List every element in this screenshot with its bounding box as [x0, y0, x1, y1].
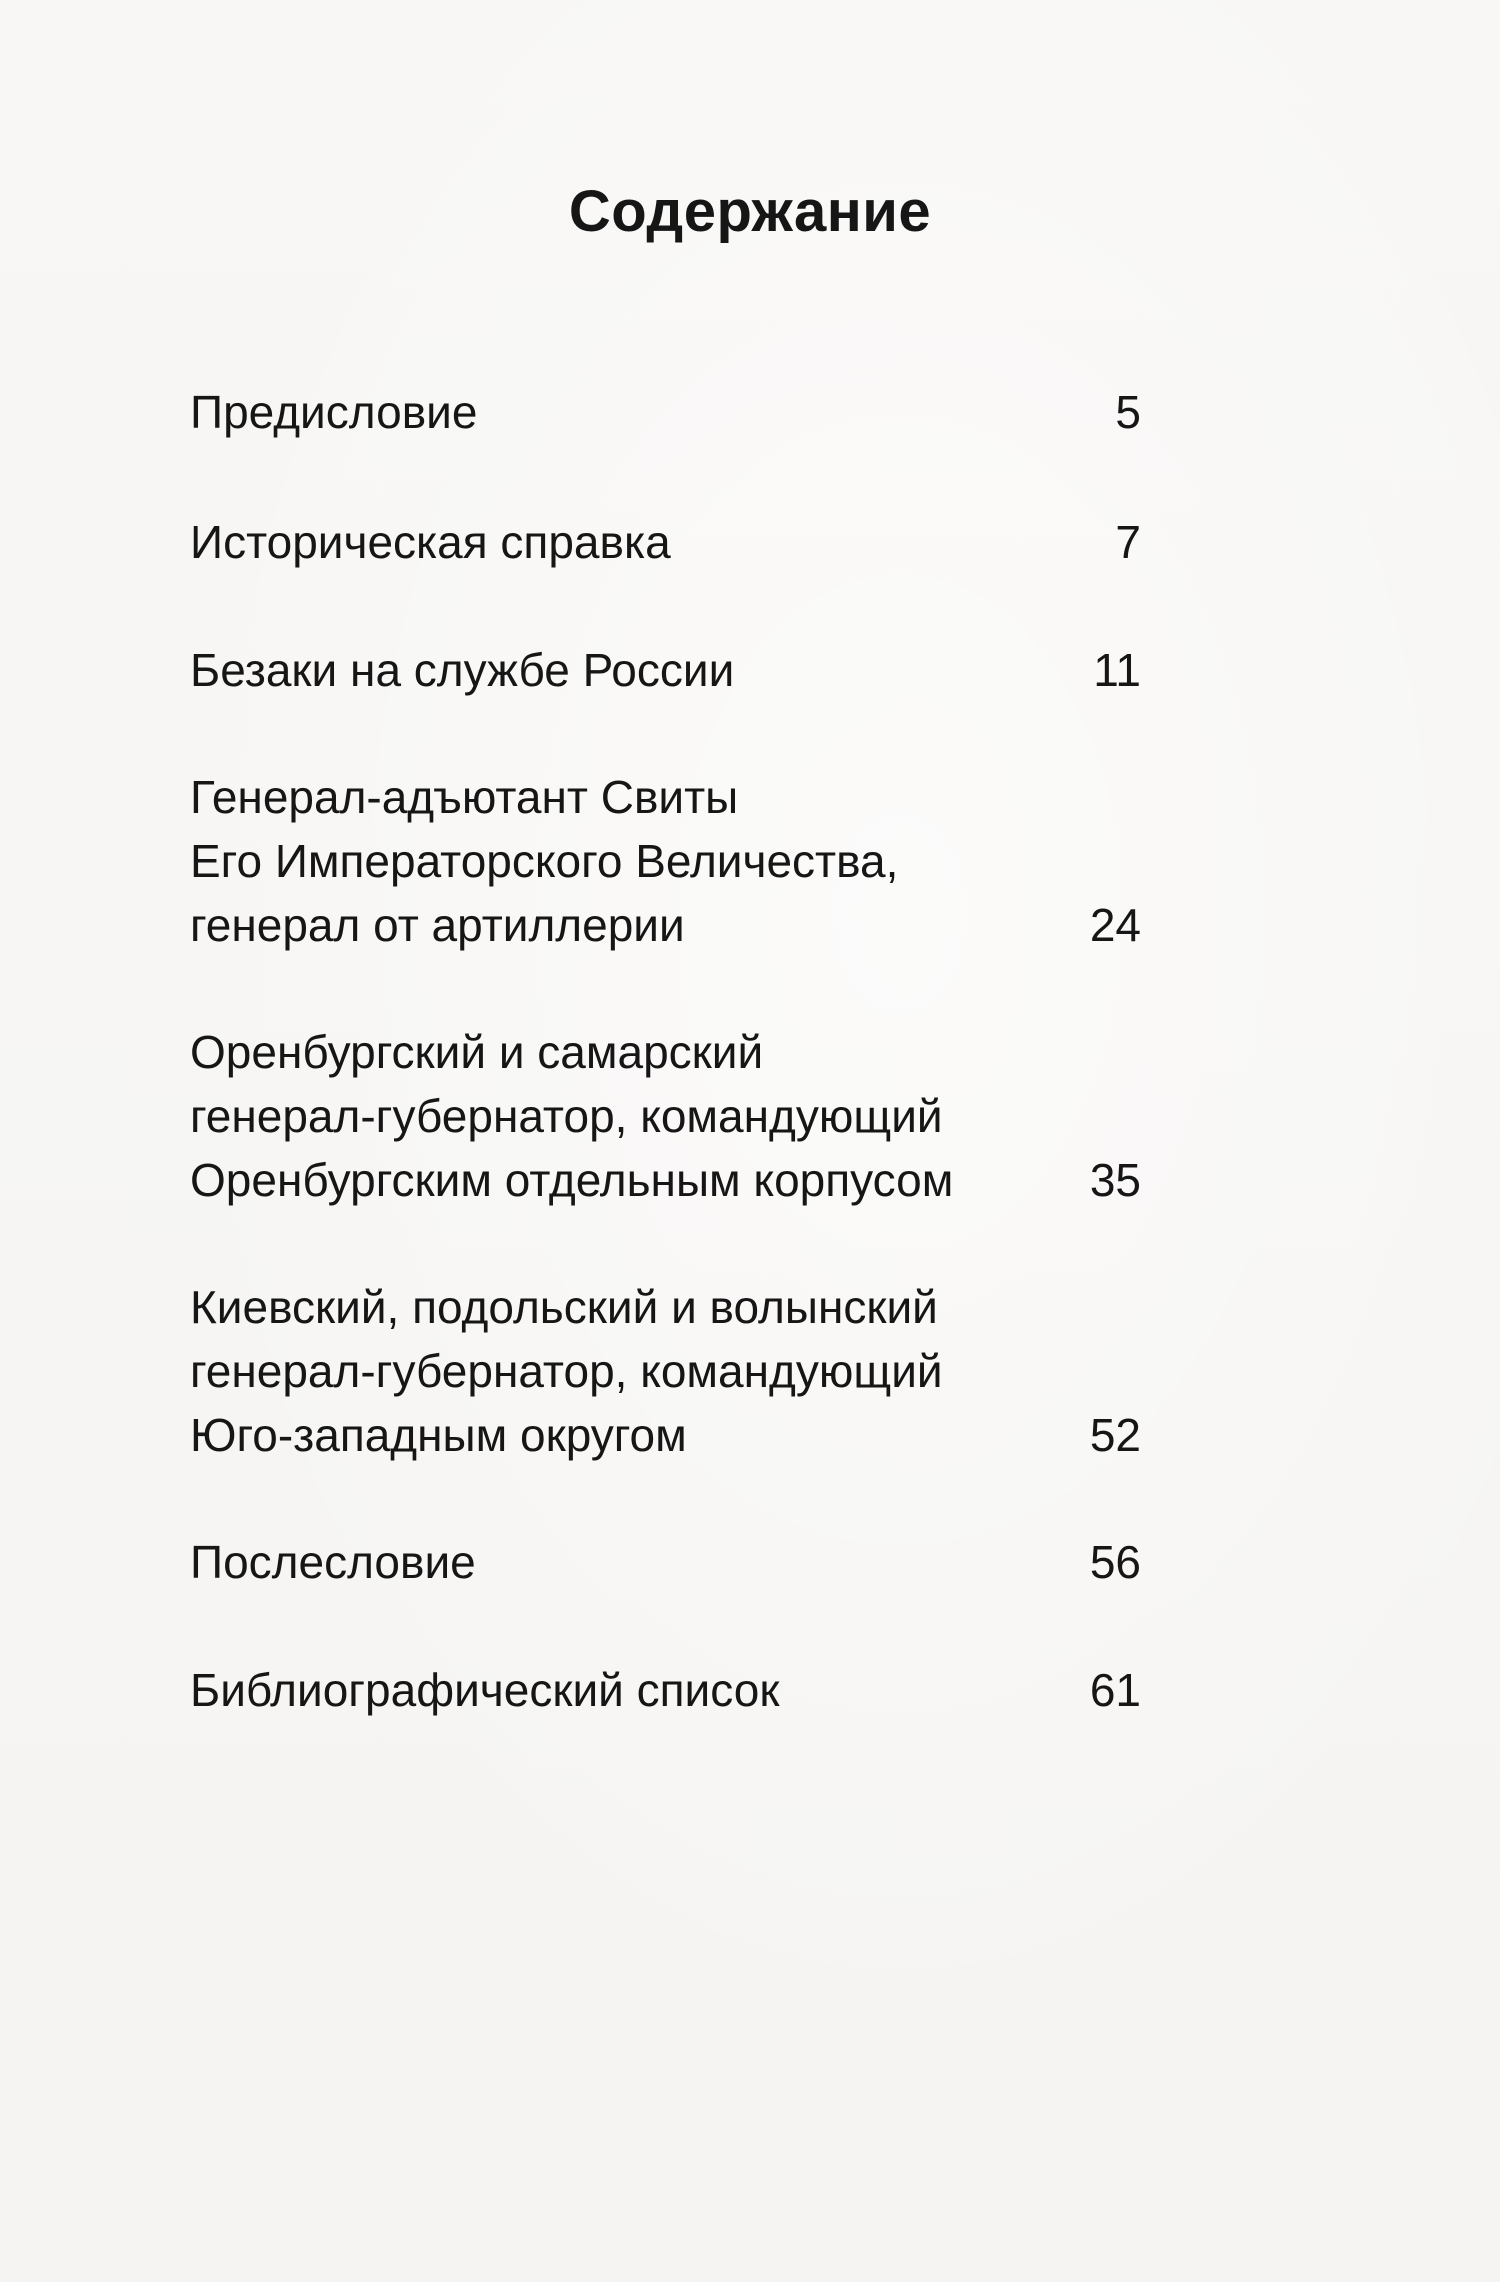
toc-entry — [190, 1275, 1150, 1467]
toc-entry — [190, 765, 1150, 957]
toc-entry-label: Оренбургский и самарский генерал-губернатор, командующий Оренбургским отдельным корпусом — [190, 1026, 954, 1206]
toc-entry-page: 61 — [1089, 1664, 1141, 1716]
toc-entry-page: 35 — [1089, 1154, 1141, 1206]
toc-entry-label: Историческая справка — [190, 516, 671, 568]
toc-entry — [190, 1530, 1150, 1594]
toc-entry — [190, 1020, 1150, 1212]
toc-entry — [190, 638, 1150, 702]
toc-entry-page: 7 — [1115, 516, 1141, 568]
toc-entry — [190, 510, 1150, 574]
toc-entry-label: Предисловие — [190, 386, 478, 438]
toc-entry-page: 52 — [1089, 1409, 1141, 1461]
toc-entry-page: 24 — [1089, 899, 1141, 951]
show-through-background — [82, 178, 1262, 818]
toc-entry-label: Послесловие — [190, 1536, 476, 1588]
toc-entry-page: 11 — [1093, 644, 1141, 696]
toc-entry-label: Безаки на службе России — [190, 644, 735, 696]
toc-entry-label: Генерал-адъютант Свиты Его Императорского Величества, генерал от артиллерии — [190, 771, 899, 951]
toc-entry-page: 56 — [1089, 1536, 1141, 1588]
toc-entry-label: Киевский, подольский и волынский генерал-губернатор, командующий Юго-западным округом — [190, 1281, 943, 1461]
toc-entry — [190, 1658, 1150, 1722]
toc-entry — [190, 380, 1150, 444]
page-title: Содержание — [568, 179, 932, 244]
toc-entry-label: Библиографический список — [190, 1664, 780, 1716]
toc-entry-page: 5 — [1115, 386, 1141, 438]
